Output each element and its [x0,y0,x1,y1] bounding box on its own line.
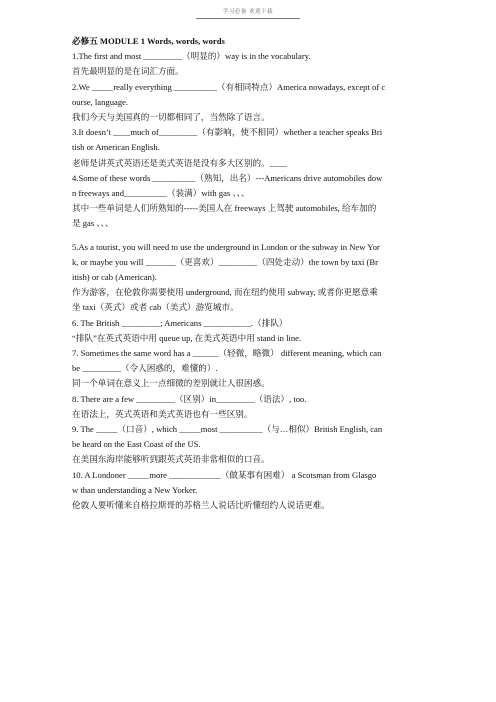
text-line: 伦敦人要听懂来自格拉斯哥的苏格兰人说话比听懂纽约人说话更难。 [72,500,330,511]
text-line [72,232,424,240]
text-line: 3.It doesn’t ____much of_________（有影响，使不相同）whether a teacher speaks Bri [72,127,383,138]
text-line: 8. There are a few _________（区别）in_________（语法）, too. [72,393,307,404]
header-text: 学习必备 欢迎下载 [222,9,274,15]
text-line: tish or American English. [72,142,160,153]
text-line: be heard on the East Coast of the US. [72,439,201,450]
text-line: 作为游客，在伦敦你需要使用 underground, 而在纽约使用 subway, 或者你更愿意乘 [72,287,378,298]
text-line: 4.Some of these words __________（熟知，出名）---Americans drive automobiles dow [72,172,383,183]
text-line: be _________（令人困惑的，难懂的）. [72,363,218,374]
text-line: 10. A Londoner _____more ____________（做某事有困难） a Scotsman from Glasgo [72,469,377,480]
text-lines [72,49,424,513]
text-line: 7. Sometimes the same word has a ______（轻微，略微） different meaning, which can [72,348,382,359]
text-line: 同一个单词在意义上一点细微的差别就让人很困惑。 [72,378,270,389]
page-title: 必修五 MODULE 1 Words, words, words [72,36,225,46]
text-line: itish) or cab (American). [72,272,157,283]
text-line: 5.As a tourist, you will need to use the underground in London or the subway in New Yor [72,241,380,252]
text-line: 在美国东海岸能够听到跟英式英语非常相似的口音。 [72,454,270,465]
text-line: w than understanding a New Yorker. [72,484,198,495]
text-line: 其中一些单词是人们所熟知的-----美国人在 freeways 上驾驶 automobiles, 给车加的 [72,203,377,214]
text-line: ourse, language. [72,96,129,107]
text-line: k, or maybe you will _______（更喜欢）_________（四处走动）the town by taxi (Br [72,256,379,267]
text-line: 1.The first and most _________（明显的）way is in the vocabulary. [72,51,311,62]
text-line: 我们今天与美国真的一切都相同了，当然除了语言。 [72,112,270,123]
text-line: 首先最明显的是在词汇方面。 [72,66,184,77]
text-line: 6. The British _________; Americans ___________.（排队） [72,317,288,328]
page-header [0,0,496,30]
text-line: “排队”在英式英语中用 queue up, 在美式英语中用 stand in line. [72,332,302,343]
document-body [72,34,424,513]
text-line: 坐 taxi（英式）或者 cab（美式）游览城市。 [72,302,239,313]
header-rule [196,18,300,19]
text-line: 老师是讲英式英语还是美式英语是没有多大区别的。____ [72,157,287,168]
text-line: 在语法上，英式英语和美式英语也有一些区别。 [72,408,253,419]
text-line: 是 gas 、、、 [72,218,114,229]
text-line: 9. The _____（口音）, which _____most __________（与…相似）British English, can [72,424,383,435]
text-line: n freeways and__________（装满）with gas 、、、 [72,188,250,199]
text-line: 2.We _____really everything __________（有相同特点）America nowadays, except of c [72,81,386,92]
